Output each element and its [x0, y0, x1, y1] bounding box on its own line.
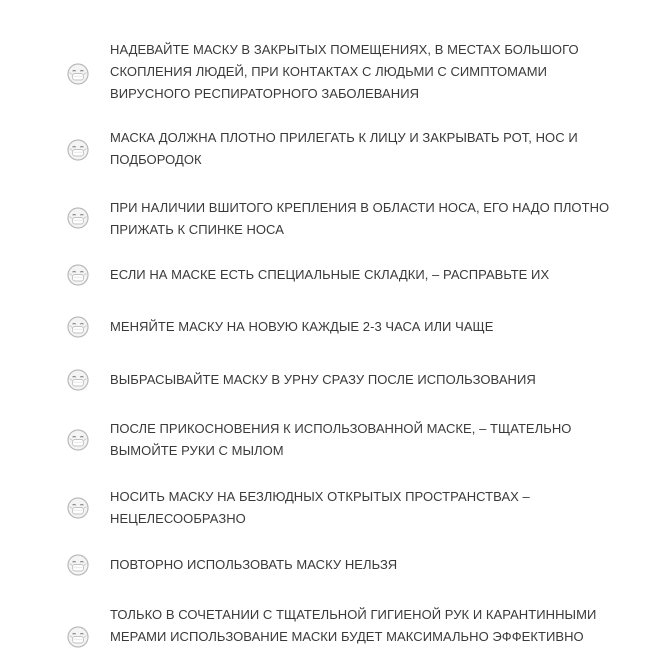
face-with-medical-mask-icon — [67, 316, 89, 338]
face-with-medical-mask-icon — [67, 554, 89, 576]
text-line: МЕРАМИ ИСПОЛЬЗОВАНИЕ МАСКИ БУДЕТ МАКСИМАЛЬНО ЭФФЕКТИВНО — [110, 629, 584, 644]
item-text — [110, 604, 620, 648]
face-with-medical-mask-icon — [67, 139, 89, 161]
face-with-medical-mask-icon — [67, 63, 89, 85]
face-with-medical-mask-icon — [67, 264, 89, 286]
text-line: МЕНЯЙТЕ МАСКУ НА НОВУЮ КАЖДЫЕ 2-3 ЧАСА ИЛИ ЧАЩЕ — [110, 319, 494, 334]
text-line: ПОСЛЕ ПРИКОСНОВЕНИЯ К ИСПОЛЬЗОВАННОЙ МАСКЕ, – ТЩАТЕЛЬНО — [110, 421, 572, 436]
text-line: НЕЦЕЛЕСООБРАЗНО — [110, 511, 246, 526]
item-text — [110, 554, 620, 576]
text-line: НОСИТЬ МАСКУ НА БЕЗЛЮДНЫХ ОТКРЫТЫХ ПРОСТРАНСТВАХ – — [110, 489, 530, 504]
text-line: СКОПЛЕНИЯ ЛЮДЕЙ, ПРИ КОНТАКТАХ С ЛЮДЬМИ С СИМПТОМАМИ — [110, 64, 548, 79]
text-line: ПОДБОРОДОК — [110, 152, 202, 167]
text-line: ЕСЛИ НА МАСКЕ ЕСТЬ СПЕЦИАЛЬНЫЕ СКЛАДКИ, – РАСПРАВЬТЕ ИХ — [110, 267, 550, 282]
text-line: МАСКА ДОЛЖНА ПЛОТНО ПРИЛЕГАТЬ К ЛИЦУ И ЗАКРЫВАТЬ РОТ, НОС И — [110, 130, 578, 145]
item-text — [110, 369, 620, 391]
text-line: НАДЕВАЙТЕ МАСКУ В ЗАКРЫТЫХ ПОМЕЩЕНИЯХ, В МЕСТАХ БОЛЬШОГО — [110, 42, 579, 57]
item-text — [110, 486, 620, 530]
face-with-medical-mask-icon — [67, 369, 89, 391]
item-text — [110, 127, 620, 171]
item-text — [110, 197, 620, 241]
face-with-medical-mask-icon — [67, 497, 89, 519]
face-with-medical-mask-icon — [67, 626, 89, 648]
text-line: ВИРУСНОГО РЕСПИРАТОРНОГО ЗАБОЛЕВАНИЯ — [110, 86, 420, 101]
text-line: ВЫМОЙТЕ РУКИ С МЫЛОМ — [110, 443, 284, 458]
text-line: ПРИЖАТЬ К СПИНКЕ НОСА — [110, 222, 284, 237]
item-text — [110, 39, 620, 105]
face-with-medical-mask-icon — [67, 207, 89, 229]
item-text — [110, 316, 620, 338]
item-text — [110, 264, 620, 286]
text-line: ПРИ НАЛИЧИИ ВШИТОГО КРЕПЛЕНИЯ В ОБЛАСТИ НОСА, ЕГО НАДО ПЛОТНО — [110, 200, 610, 215]
text-line: ТОЛЬКО В СОЧЕТАНИИ С ТЩАТЕЛЬНОЙ ГИГИЕНОЙ РУК И КАРАНТИННЫМИ — [110, 607, 597, 622]
text-line: ПОВТОРНО ИСПОЛЬЗОВАТЬ МАСКУ НЕЛЬЗЯ — [110, 557, 398, 572]
face-with-medical-mask-icon — [67, 429, 89, 451]
item-text — [110, 418, 620, 462]
text-line: ВЫБРАСЫВАЙТЕ МАСКУ В УРНУ СРАЗУ ПОСЛЕ ИСПОЛЬЗОВАНИЯ — [110, 372, 536, 387]
